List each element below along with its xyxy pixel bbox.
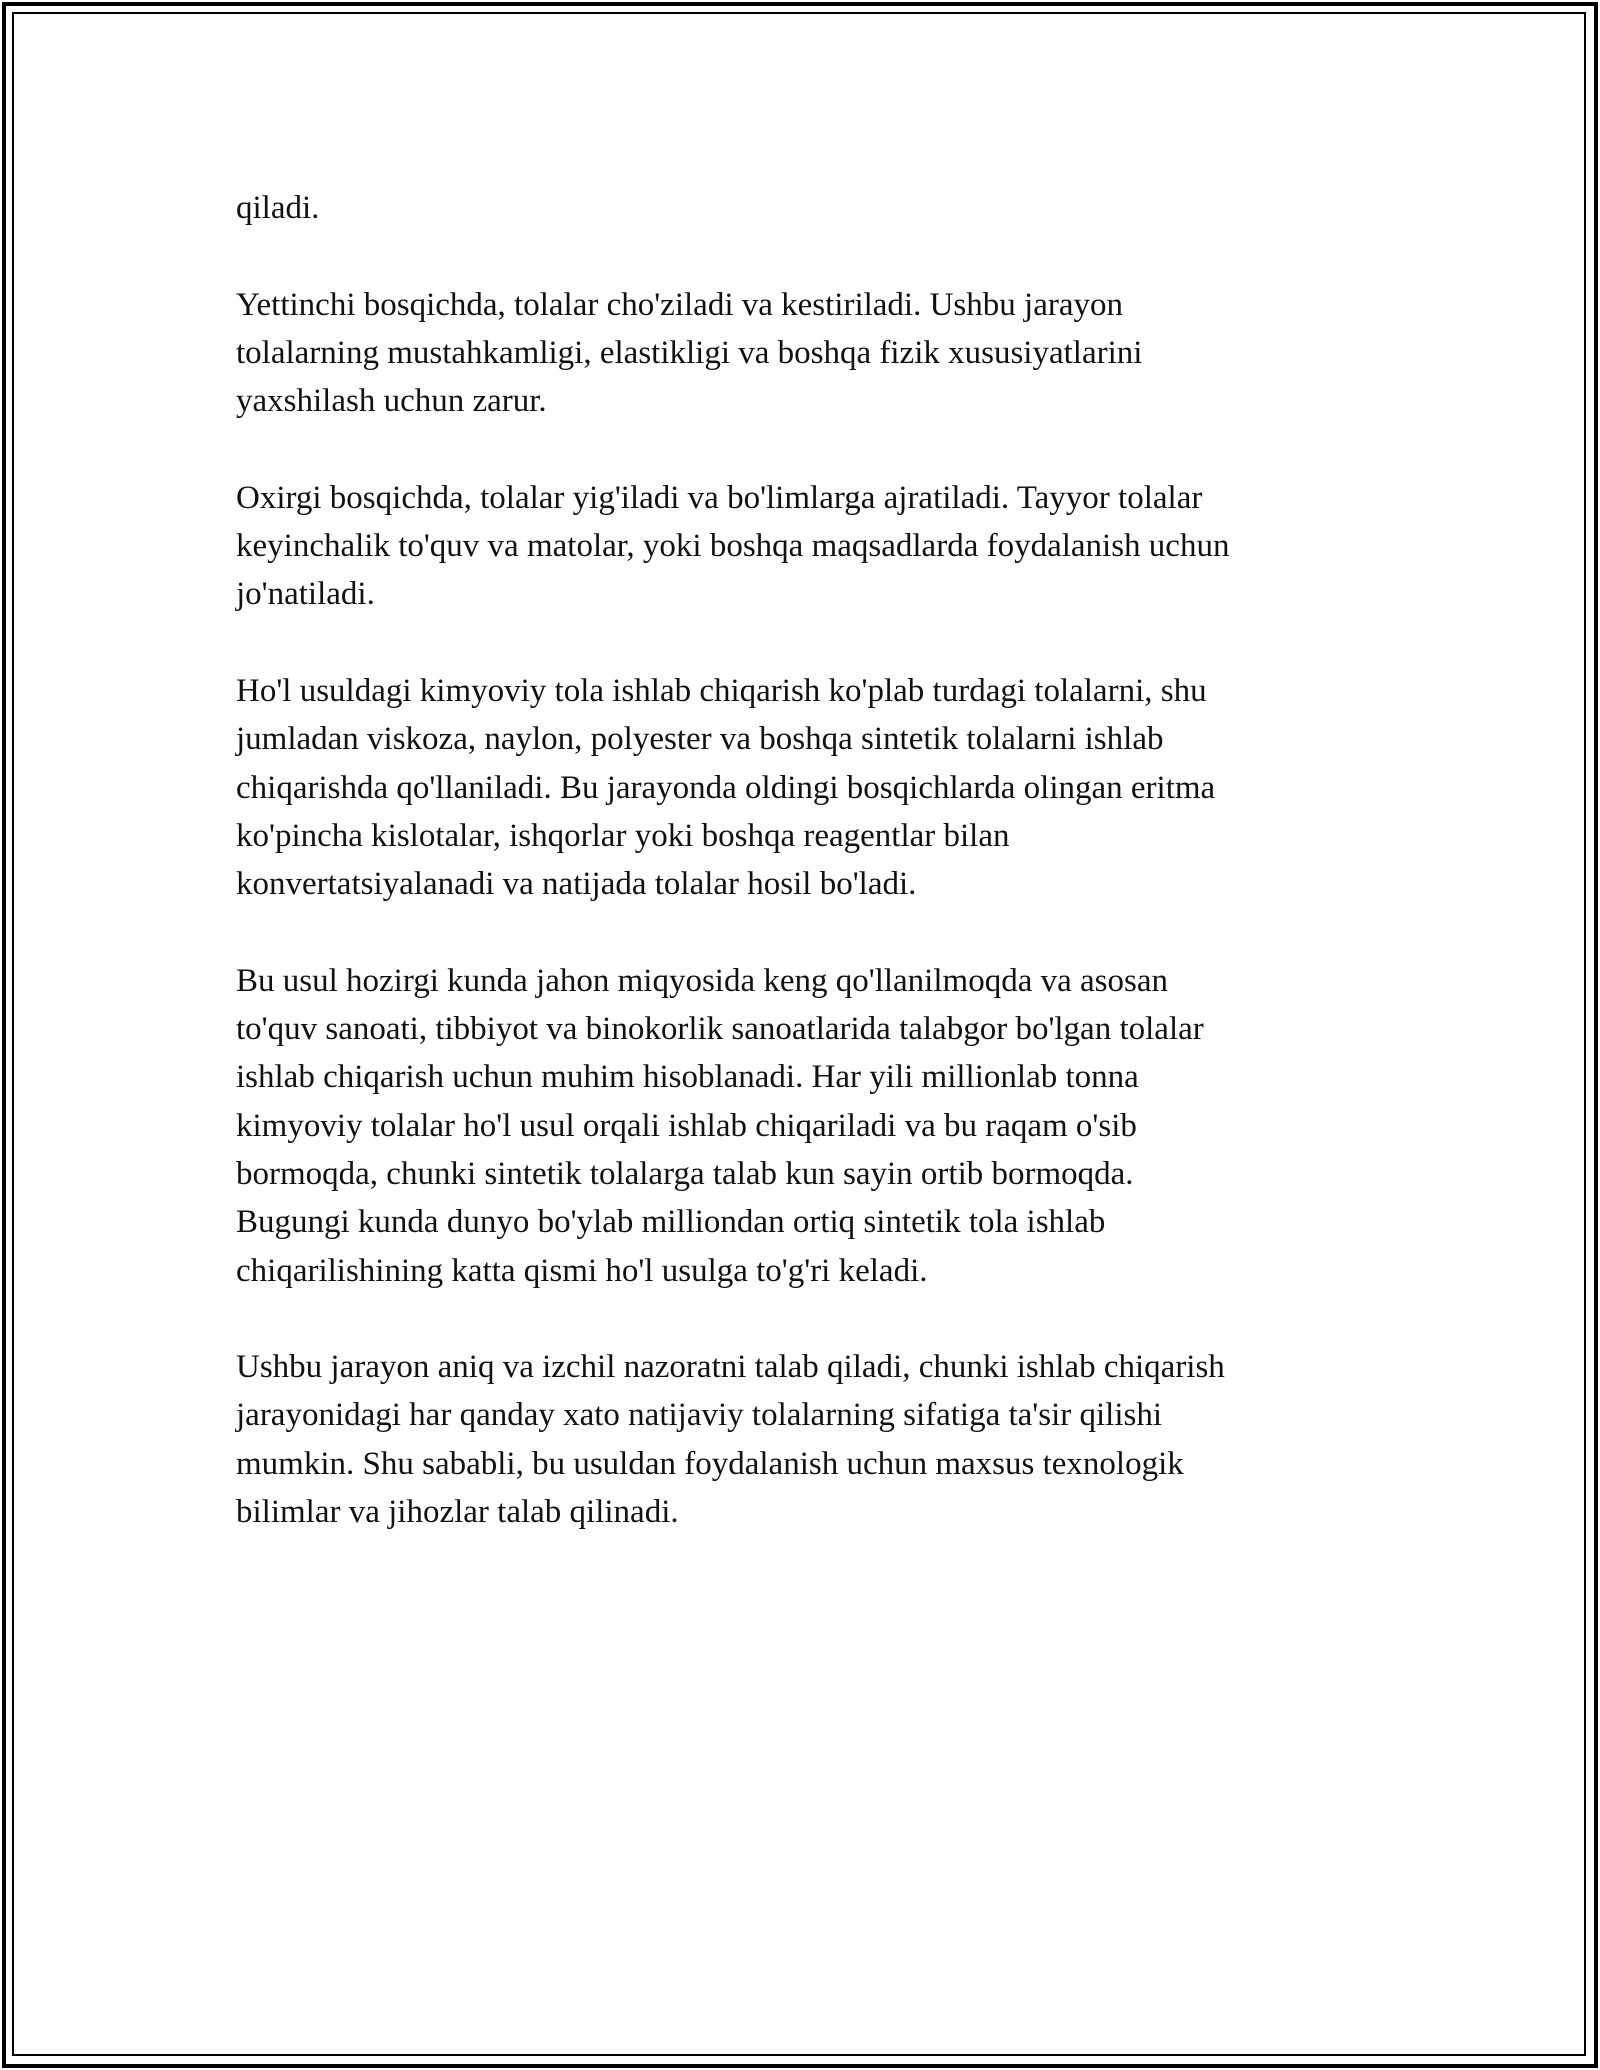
paragraph-3: Oxirgi bosqichda, tolalar yig'iladi va bo'limlarga ajratiladi. Tayyor tolalar keyinchalik to'quv va matolar, yoki boshqa maqsadlarda foydalanish uchun jo'natiladi. bbox=[236, 479, 1230, 613]
paragraph-2: Yettinchi bosqichda, tolalar cho'ziladi va kestiriladi. Ushbu jarayon tolalarning mustahkamligi, elastikligi va boshqa fizik xususiyatlarini yaxshilash uchun zarur. bbox=[236, 286, 1143, 420]
paragraph-6: Ushbu jarayon aniq va izchil nazoratni talab qiladi, chunki ishlab chiqarish jarayonidagi har qanday xato natijaviy tolalarning sifatiga ta'sir qilishi mumkin. Shu sababli, bu usuldan foydalanish uchun maxsus texnologik bilimlar va jihozlar talab qilinadi. bbox=[236, 1349, 1225, 1531]
paragraph-5: Bu usul hozirgi kunda jahon miqyosida keng qo'llanilmoqda va asosan to'quv sanoati, tibbiyot va binokorlik sanoatlarida talabgor bo'lgan tolalar ishlab chiqarish uchun muhim hisoblanadi. Har yili millionlab tonna kimyoviy tolalar ho'l usul orqali ishlab chiqariladi va bu raqam o'sib bormoqda, chunki sintetik tolalarga talab kun sayin ortib bormoqda. Bugungi kunda dunyo bo'ylab milliondan ortiq sintetik tola ishlab chiqarilishining katta qismi ho'l usulga to'g'ri keladi. bbox=[236, 962, 1204, 1289]
paragraph-4: Ho'l usuldagi kimyoviy tola ishlab chiqarish ko'plab turdagi tolalarni, shu jumladan viskoza, naylon, polyester va boshqa sintetik tolalarni ishlab chiqarishda qo'llaniladi. Bu jarayonda oldingi bosqichlarda olingan eritma ko'pincha kislotalar, ishqorlar yoki boshqa reagentlar bilan konvertatsiyalanadi va natijada tolalar hosil bo'ladi. bbox=[236, 672, 1216, 903]
paragraph-1: qiladi. bbox=[236, 190, 320, 226]
document-body bbox=[236, 184, 1366, 1585]
